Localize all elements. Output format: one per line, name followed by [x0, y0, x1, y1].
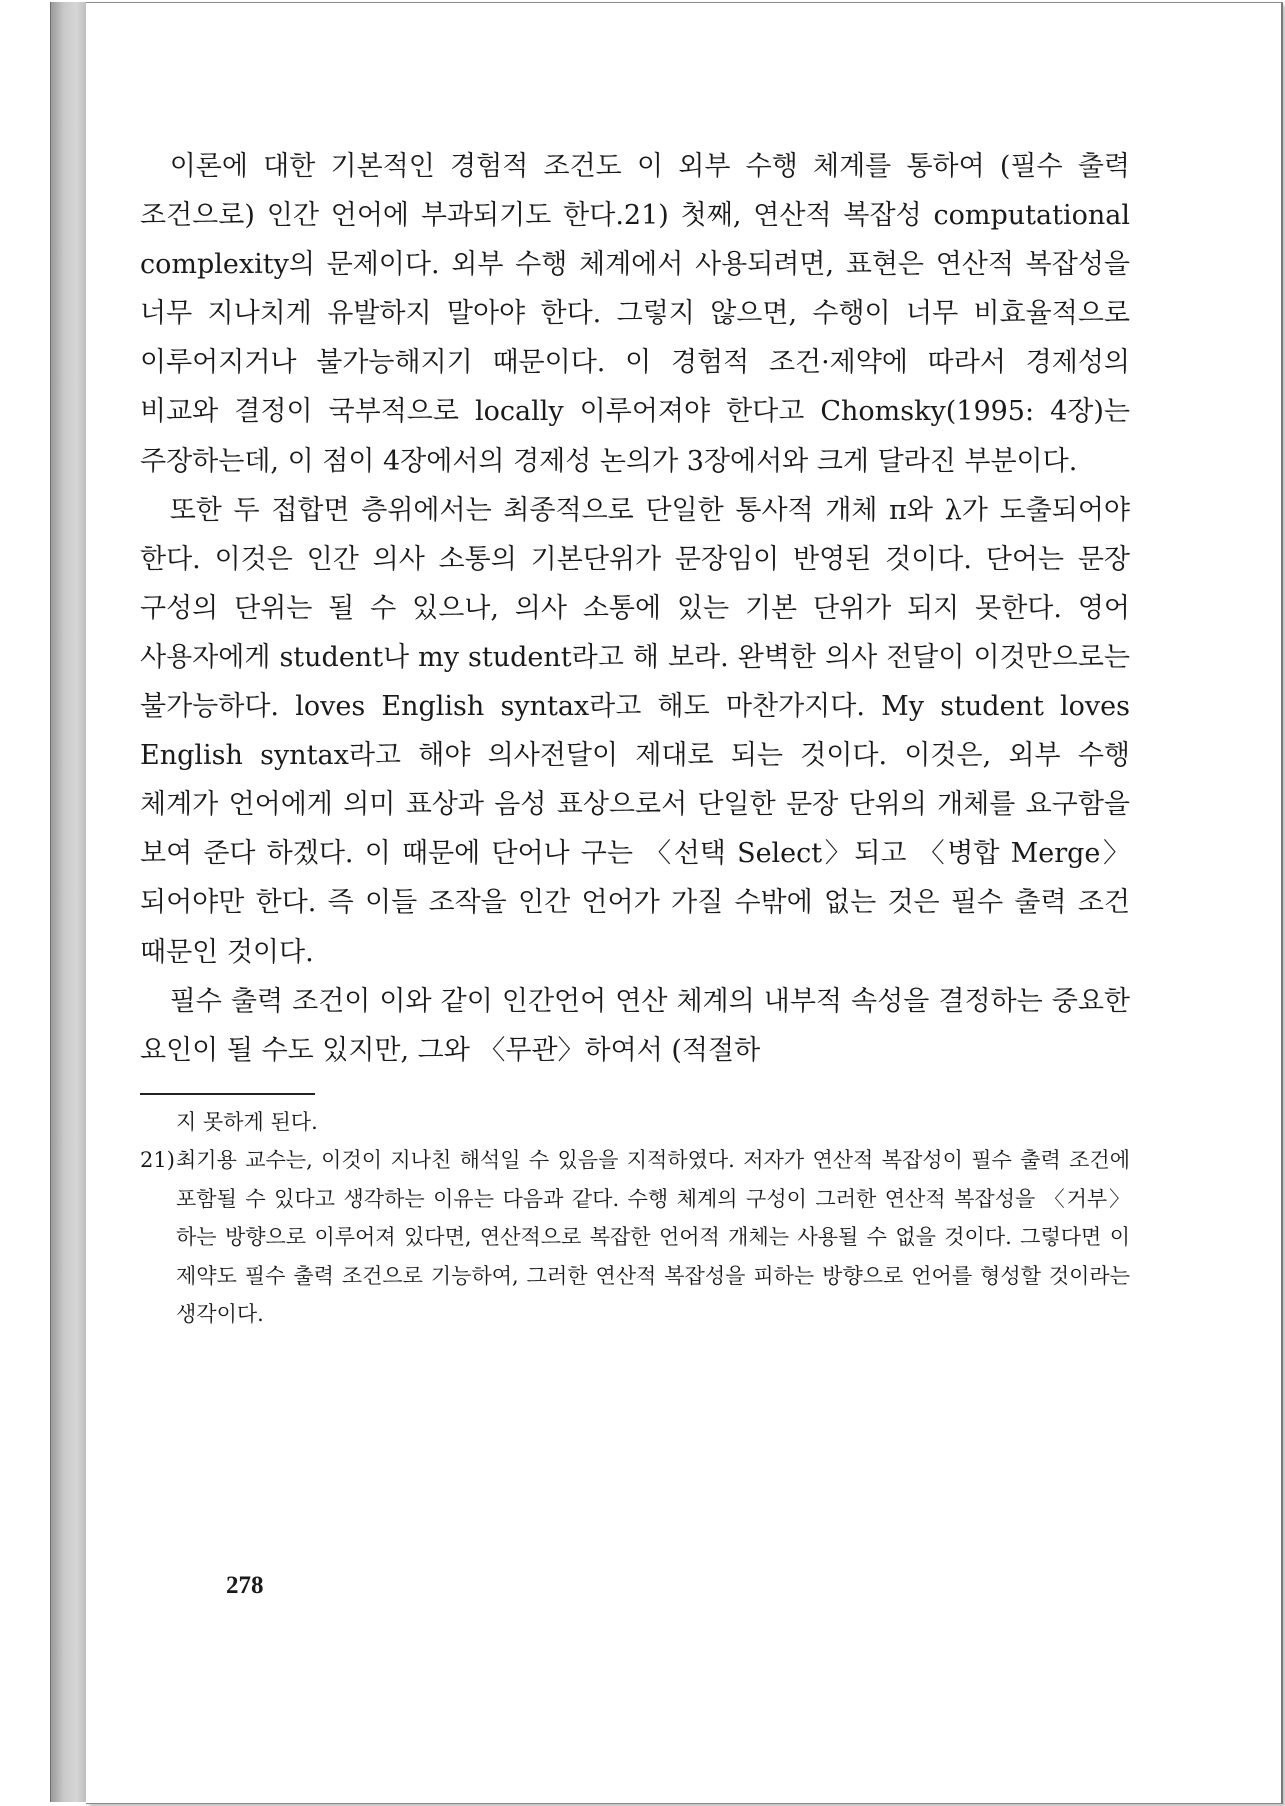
body-paragraph-3: 필수 출력 조건이 이와 같이 인간언어 연산 체계의 내부적 속성을 결정하는 중요한 요인이 될 수도 있지만, 그와 〈무관〉하여서 (적절하 [140, 985, 1130, 1066]
footnote-continuation: 지 못하게 된다. [176, 1109, 318, 1134]
footnote-21 [140, 1141, 1130, 1334]
footnote-number: 21) [140, 1148, 175, 1173]
footnote-text: 최기용 교수는, 이것이 지나친 해석일 수 있음을 지적하였다. 저자가 연산적 복잡성이 필수 출력 조건에 포함될 수 있다고 생각하는 이유는 다음과 같다. 수행 체계의 구성이 그러한 연산적 복잡성을 〈거부〉하는 방향으로 이루어져 있다면, 연산적으로 복잡한 언어적 개체는 사용될 수 없을 것이다. 그렇다면 이 제약도 필수 출력 조건으로 기능하여, 그러한 연산적 복잡성을 피하는 방향으로 언어를 형성할 것이라는 생각이다. [176, 1148, 1130, 1327]
page-content [140, 142, 1130, 1334]
page-number: 278 [226, 1572, 264, 1599]
body-paragraph-2: 또한 두 접합면 층위에서는 최종적으로 단일한 통사적 개체 π와 λ가 도출되어야 한다. 이것은 인간 의사 소통의 기본단위가 문장임이 반영된 것이다. 단어는 문장 구성의 단위는 될 수 있으나, 의사 소통에 있는 기본 단위가 되지 못한다. 영어 사용자에게 student나 my student라고 해 보라. 완벽한 의사 전달이 이것만으로는 불가능하다. loves English syntax라고 해도 마찬가지다. My student loves English syntax라고 해야 의사전달이 제대로 되는 것이다. 이것은, 외부 수행 체계가 언어에게 의미 표상과 음성 표상으로서 단일한 문장 단위의 개체를 요구함을 보여 준다 하겠다. 이 때문에 단어나 구는 〈선택 Select〉되고 〈병합 Merge〉되어야만 한다. 즉 이들 조작을 인간 언어가 가질 수밖에 없는 것은 필수 출력 조건 때문인 것이다. [140, 494, 1130, 968]
body-paragraph-1: 이론에 대한 기본적인 경험적 조건도 이 외부 수행 체계를 통하여 (필수 출력 조건으로) 인간 언어에 부과되기도 한다.21) 첫째, 연산적 복잡성 computational complexity의 문제이다. 외부 수행 체계에서 사용되려면, 표현은 연산적 복잡성을 너무 지나치게 유발하지 말아야 한다. 그렇지 않으면, 수행이 너무 비효율적으로 이루어지거나 불가능해지기 때문이다. 이 경험적 조건·제약에 따라서 경제성의 비교와 결정이 국부적으로 locally 이루어져야 한다고 Chomsky(1995: 4장)는 주장하는데, 이 점이 4장에서의 경제성 논의가 3장에서와 크게 달라진 부분이다. [140, 151, 1130, 477]
footnote-divider [140, 1093, 315, 1095]
book-spine [50, 2, 87, 1802]
